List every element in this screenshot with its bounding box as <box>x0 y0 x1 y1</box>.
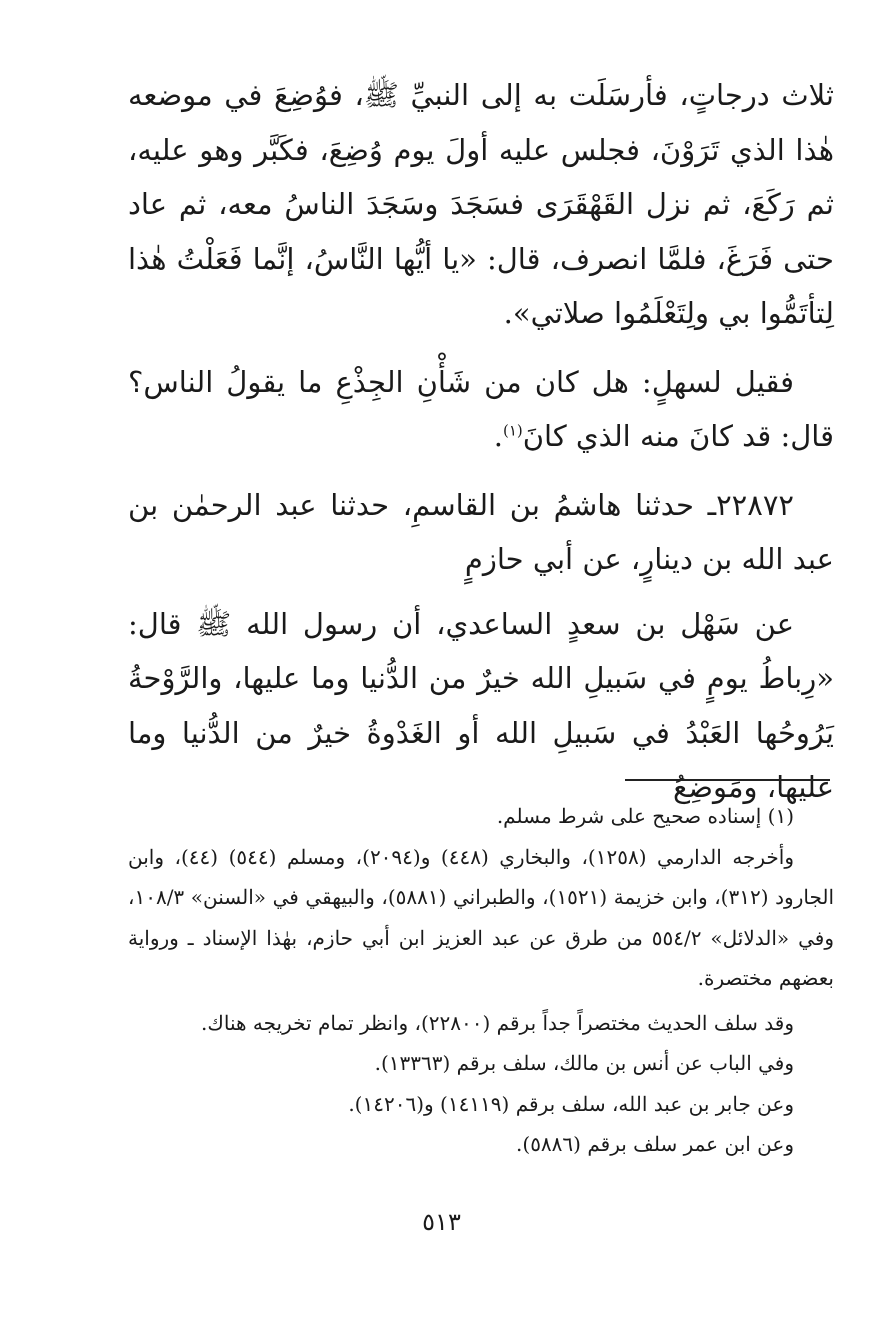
footnotes <box>128 796 834 1165</box>
footnote-reference: (١) <box>502 421 523 440</box>
footnote-sources: وأخرجه الدارمي (١٢٥٨)، والبخاري (٤٤٨) و(٢٠٩٤)، ومسلم (٥٤٤) (٤٤)، وابن الجارود (٣١٢)، وابن خزيمة (١٥٢١)، والطبراني (٥٨٨١)، والبيهقي في «السنن» ١٠٨/٣، وفي «الدلائل» ٥٥٤/٢ من طرق عن عبد العزيز ابن أبي حازم، بهٰذا الإسناد ـ ورواية بعضهم مختصرة. <box>128 844 835 990</box>
main-text <box>128 68 834 815</box>
footnote-separator <box>625 779 830 781</box>
paragraph-gap <box>128 341 834 355</box>
paragraph-2-text: فقيل لسهلٍ: هل كان من شَأْنِ الجِذْعِ ما يقولُ الناس؟ قال: قد كانَ منه الذي كانَ <box>128 364 834 453</box>
footnote-1: (١) إسناده صحيح على شرط مسلم. <box>496 804 794 828</box>
paragraph-2-end: . <box>493 419 503 453</box>
hadith-text: عن سَهْل بن سعدٍ الساعدي، أن رسول الله ﷺ قال: «رِباطُ يومٍ في سَبيلِ الله خيرٌ من الدُّنيا وما عليها، والرَّوْحةُ يَرُوحُها العَبْدُ في سَبيلِ الله أو الغَدْوةُ خيرٌ من الدُّنيا وما عليها، ومَوضِعُ <box>128 606 834 804</box>
paragraph-gap <box>128 587 834 597</box>
footnote-jabir: وعن جابر بن عبد الله، سلف برقم (١٤١١٩) و(١٤٢٠٦). <box>348 1091 794 1116</box>
paragraph-1: ثلاث درجاتٍ، فأرسَلَت به إلى النبيِّ ﷺ، فوُضِعَ في موضعه هٰذا الذي تَرَوْنَ، فجلس عليه أولَ يوم وُضِعَ، فكَبَّر وهو عليه، ثم رَكَعَ، ثم نزل القَهْقَرَى فسَجَدَ وسَجَدَ الناسُ معه، ثم عاد حتى فَرَغَ، فلمَّا انصرف، قال: «يا أيُّها النَّاسُ، إنَّما فَعَلْتُ هٰذا لِتأتَمُّوا بي ولِتَعْلَمُوا صلاتي». <box>128 78 834 330</box>
footnote-anas: وفي الباب عن أنس بن مالك، سلف برقم (١٣٣٦٣). <box>374 1051 794 1075</box>
page-number: ٥١٣ <box>422 1208 461 1236</box>
footnote-ibn-umar: وعن ابن عمر سلف برقم (٥٨٨٦). <box>516 1132 794 1156</box>
paragraph-gap <box>128 464 834 478</box>
hadith-chain: ٢٢٨٧٢ـ حدثنا هاشمُ بن القاسمِ، حدثنا عبد الرحمٰن بن عبد الله بن دينارٍ، عن أبي حازمٍ <box>128 487 834 576</box>
footnote-previous: وقد سلف الحديث مختصراً جداً برقم (٢٢٨٠٠)، وانظر تمام تخريجه هناك. <box>201 1010 794 1035</box>
paragraph-2 <box>128 355 834 464</box>
